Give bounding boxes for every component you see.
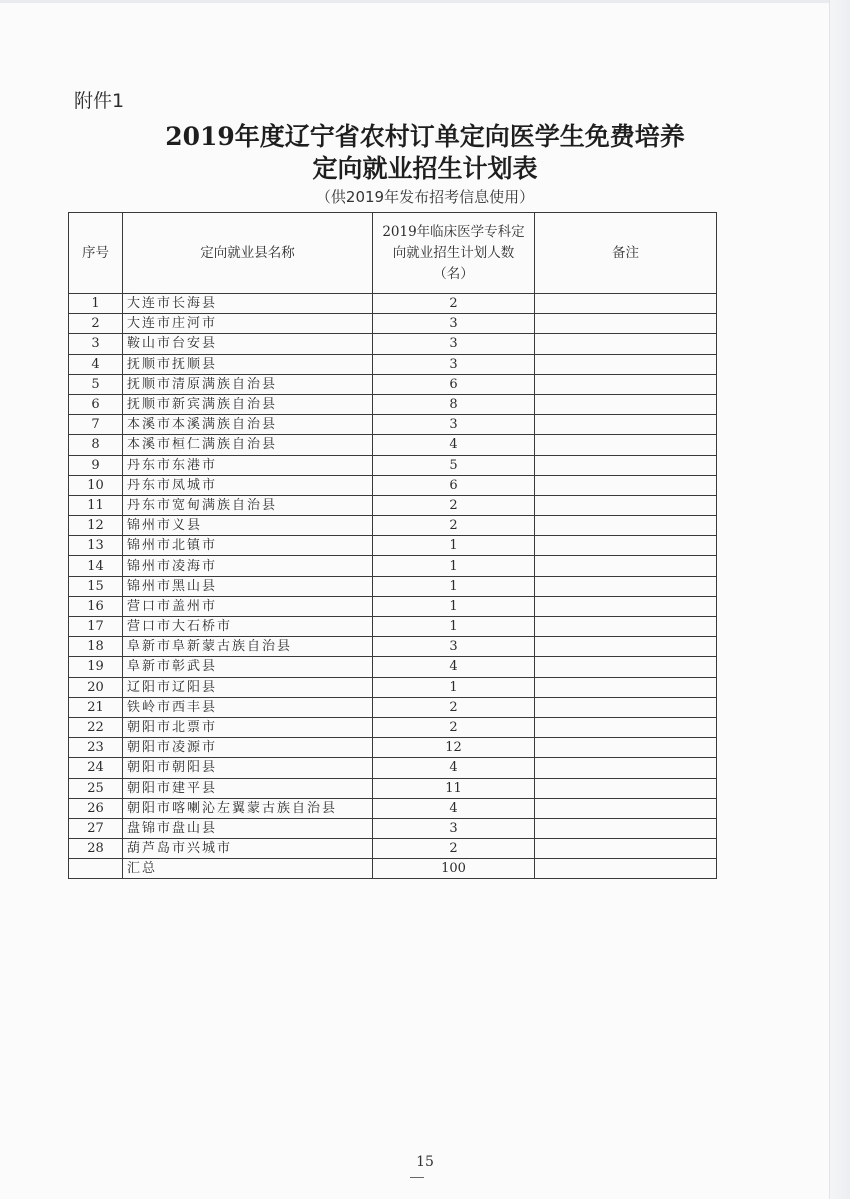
header-county: 定向就业县名称 bbox=[123, 213, 373, 294]
table-row bbox=[69, 394, 717, 414]
row-note bbox=[535, 798, 717, 818]
row-county-name: 盘锦市盘山县 bbox=[123, 818, 373, 838]
table-total-row bbox=[69, 859, 717, 879]
row-plan-count: 8 bbox=[373, 394, 535, 414]
row-county-name: 阜新市彰武县 bbox=[123, 657, 373, 677]
row-index: 20 bbox=[69, 677, 123, 697]
row-county-name: 丹东市凤城市 bbox=[123, 475, 373, 495]
row-index: 25 bbox=[69, 778, 123, 798]
table-row bbox=[69, 717, 717, 737]
row-note bbox=[535, 536, 717, 556]
row-plan-count: 5 bbox=[373, 455, 535, 475]
row-note bbox=[535, 818, 717, 838]
row-county-name: 锦州市北镇市 bbox=[123, 536, 373, 556]
row-note bbox=[535, 596, 717, 616]
header-note: 备注 bbox=[535, 213, 717, 294]
row-index: 17 bbox=[69, 617, 123, 637]
header-count: 2019年临床医学专科定向就业招生计划人数（名） bbox=[373, 213, 535, 294]
row-index: 18 bbox=[69, 637, 123, 657]
table-row bbox=[69, 354, 717, 374]
row-note bbox=[535, 455, 717, 475]
row-county-name: 鞍山市台安县 bbox=[123, 334, 373, 354]
table-row bbox=[69, 758, 717, 778]
row-index: 15 bbox=[69, 576, 123, 596]
document-subtitle: （供2019年发布招考信息使用） bbox=[315, 188, 535, 206]
row-county-name: 抚顺市清原满族自治县 bbox=[123, 374, 373, 394]
row-county-name: 本溪市本溪满族自治县 bbox=[123, 415, 373, 435]
row-index: 14 bbox=[69, 556, 123, 576]
row-note bbox=[535, 778, 717, 798]
table-row bbox=[69, 778, 717, 798]
table-row bbox=[69, 798, 717, 818]
row-county-name: 抚顺市新宾满族自治县 bbox=[123, 394, 373, 414]
row-index: 27 bbox=[69, 818, 123, 838]
table-row bbox=[69, 475, 717, 495]
row-county-name: 抚顺市抚顺县 bbox=[123, 354, 373, 374]
row-plan-count: 2 bbox=[373, 294, 535, 314]
row-county-name: 丹东市宽甸满族自治县 bbox=[123, 495, 373, 515]
row-plan-count: 11 bbox=[373, 778, 535, 798]
row-note bbox=[535, 495, 717, 515]
row-index: 11 bbox=[69, 495, 123, 515]
row-plan-count: 1 bbox=[373, 576, 535, 596]
row-note bbox=[535, 717, 717, 737]
row-county-name: 铁岭市西丰县 bbox=[123, 697, 373, 717]
page-number-dash bbox=[410, 1177, 424, 1178]
row-index: 1 bbox=[69, 294, 123, 314]
row-note bbox=[535, 374, 717, 394]
row-plan-count: 1 bbox=[373, 536, 535, 556]
total-index bbox=[69, 859, 123, 879]
row-index: 5 bbox=[69, 374, 123, 394]
row-plan-count: 3 bbox=[373, 334, 535, 354]
row-county-name: 丹东市东港市 bbox=[123, 455, 373, 475]
enrollment-plan-table bbox=[68, 212, 717, 879]
table-row bbox=[69, 536, 717, 556]
table-row bbox=[69, 839, 717, 859]
row-plan-count: 2 bbox=[373, 839, 535, 859]
row-note bbox=[535, 516, 717, 536]
row-county-name: 营口市盖州市 bbox=[123, 596, 373, 616]
row-plan-count: 2 bbox=[373, 495, 535, 515]
row-index: 28 bbox=[69, 839, 123, 859]
row-index: 7 bbox=[69, 415, 123, 435]
row-plan-count: 2 bbox=[373, 516, 535, 536]
row-plan-count: 1 bbox=[373, 617, 535, 637]
row-note bbox=[535, 637, 717, 657]
row-index: 23 bbox=[69, 738, 123, 758]
total-count: 100 bbox=[373, 859, 535, 879]
row-index: 2 bbox=[69, 314, 123, 334]
row-county-name: 辽阳市辽阳县 bbox=[123, 677, 373, 697]
row-note bbox=[535, 697, 717, 717]
total-label: 汇总 bbox=[123, 859, 373, 879]
row-plan-count: 4 bbox=[373, 798, 535, 818]
row-index: 12 bbox=[69, 516, 123, 536]
table-row bbox=[69, 818, 717, 838]
row-plan-count: 3 bbox=[373, 354, 535, 374]
row-plan-count: 2 bbox=[373, 717, 535, 737]
table-row bbox=[69, 697, 717, 717]
table-row bbox=[69, 556, 717, 576]
row-county-name: 朝阳市北票市 bbox=[123, 717, 373, 737]
row-plan-count: 3 bbox=[373, 415, 535, 435]
row-note bbox=[535, 576, 717, 596]
row-note bbox=[535, 415, 717, 435]
row-plan-count: 2 bbox=[373, 697, 535, 717]
row-index: 4 bbox=[69, 354, 123, 374]
row-county-name: 大连市庄河市 bbox=[123, 314, 373, 334]
row-note bbox=[535, 314, 717, 334]
table-row bbox=[69, 374, 717, 394]
row-plan-count: 1 bbox=[373, 677, 535, 697]
table-row bbox=[69, 576, 717, 596]
row-index: 16 bbox=[69, 596, 123, 616]
row-note bbox=[535, 435, 717, 455]
row-note bbox=[535, 657, 717, 677]
row-note bbox=[535, 839, 717, 859]
row-index: 21 bbox=[69, 697, 123, 717]
table-row bbox=[69, 637, 717, 657]
row-county-name: 本溪市桓仁满族自治县 bbox=[123, 435, 373, 455]
table-row bbox=[69, 677, 717, 697]
row-note bbox=[535, 475, 717, 495]
table-row bbox=[69, 415, 717, 435]
row-county-name: 阜新市阜新蒙古族自治县 bbox=[123, 637, 373, 657]
table-row bbox=[69, 334, 717, 354]
row-index: 6 bbox=[69, 394, 123, 414]
row-plan-count: 4 bbox=[373, 758, 535, 778]
row-index: 19 bbox=[69, 657, 123, 677]
row-county-name: 朝阳市喀喇沁左翼蒙古族自治县 bbox=[123, 798, 373, 818]
row-note bbox=[535, 758, 717, 778]
header-index: 序号 bbox=[69, 213, 123, 294]
row-county-name: 锦州市黑山县 bbox=[123, 576, 373, 596]
table-row bbox=[69, 435, 717, 455]
document-title-line1: 2019年度辽宁省农村订单定向医学生免费培养 bbox=[165, 122, 685, 151]
row-index: 8 bbox=[69, 435, 123, 455]
row-index: 24 bbox=[69, 758, 123, 778]
row-county-name: 营口市大石桥市 bbox=[123, 617, 373, 637]
row-plan-count: 6 bbox=[373, 475, 535, 495]
total-note bbox=[535, 859, 717, 879]
row-county-name: 锦州市义县 bbox=[123, 516, 373, 536]
page-number: 15 bbox=[416, 1154, 434, 1170]
row-plan-count: 3 bbox=[373, 314, 535, 334]
table-row bbox=[69, 657, 717, 677]
row-plan-count: 1 bbox=[373, 556, 535, 576]
row-note bbox=[535, 354, 717, 374]
row-note bbox=[535, 394, 717, 414]
row-county-name: 锦州市凌海市 bbox=[123, 556, 373, 576]
row-note bbox=[535, 617, 717, 637]
table-row bbox=[69, 495, 717, 515]
table-row bbox=[69, 314, 717, 334]
table-header-row bbox=[69, 213, 717, 294]
row-index: 10 bbox=[69, 475, 123, 495]
row-plan-count: 6 bbox=[373, 374, 535, 394]
table-row bbox=[69, 455, 717, 475]
row-county-name: 朝阳市朝阳县 bbox=[123, 758, 373, 778]
table-body bbox=[69, 294, 717, 879]
row-note bbox=[535, 334, 717, 354]
row-note bbox=[535, 294, 717, 314]
row-index: 9 bbox=[69, 455, 123, 475]
table-row bbox=[69, 516, 717, 536]
row-plan-count: 3 bbox=[373, 637, 535, 657]
table-row bbox=[69, 596, 717, 616]
table-row bbox=[69, 738, 717, 758]
attachment-label: 附件1 bbox=[74, 90, 125, 112]
row-plan-count: 3 bbox=[373, 818, 535, 838]
table-row bbox=[69, 294, 717, 314]
row-index: 22 bbox=[69, 717, 123, 737]
row-index: 13 bbox=[69, 536, 123, 556]
row-note bbox=[535, 556, 717, 576]
document-title-line2: 定向就业招生计划表 bbox=[312, 154, 538, 183]
row-county-name: 朝阳市建平县 bbox=[123, 778, 373, 798]
row-index: 26 bbox=[69, 798, 123, 818]
row-county-name: 大连市长海县 bbox=[123, 294, 373, 314]
row-county-name: 葫芦岛市兴城市 bbox=[123, 839, 373, 859]
row-note bbox=[535, 738, 717, 758]
row-note bbox=[535, 677, 717, 697]
row-index: 3 bbox=[69, 334, 123, 354]
row-county-name: 朝阳市凌源市 bbox=[123, 738, 373, 758]
row-plan-count: 4 bbox=[373, 657, 535, 677]
table-row bbox=[69, 617, 717, 637]
page-top-edge bbox=[0, 0, 850, 3]
row-plan-count: 12 bbox=[373, 738, 535, 758]
row-plan-count: 4 bbox=[373, 435, 535, 455]
row-plan-count: 1 bbox=[373, 596, 535, 616]
